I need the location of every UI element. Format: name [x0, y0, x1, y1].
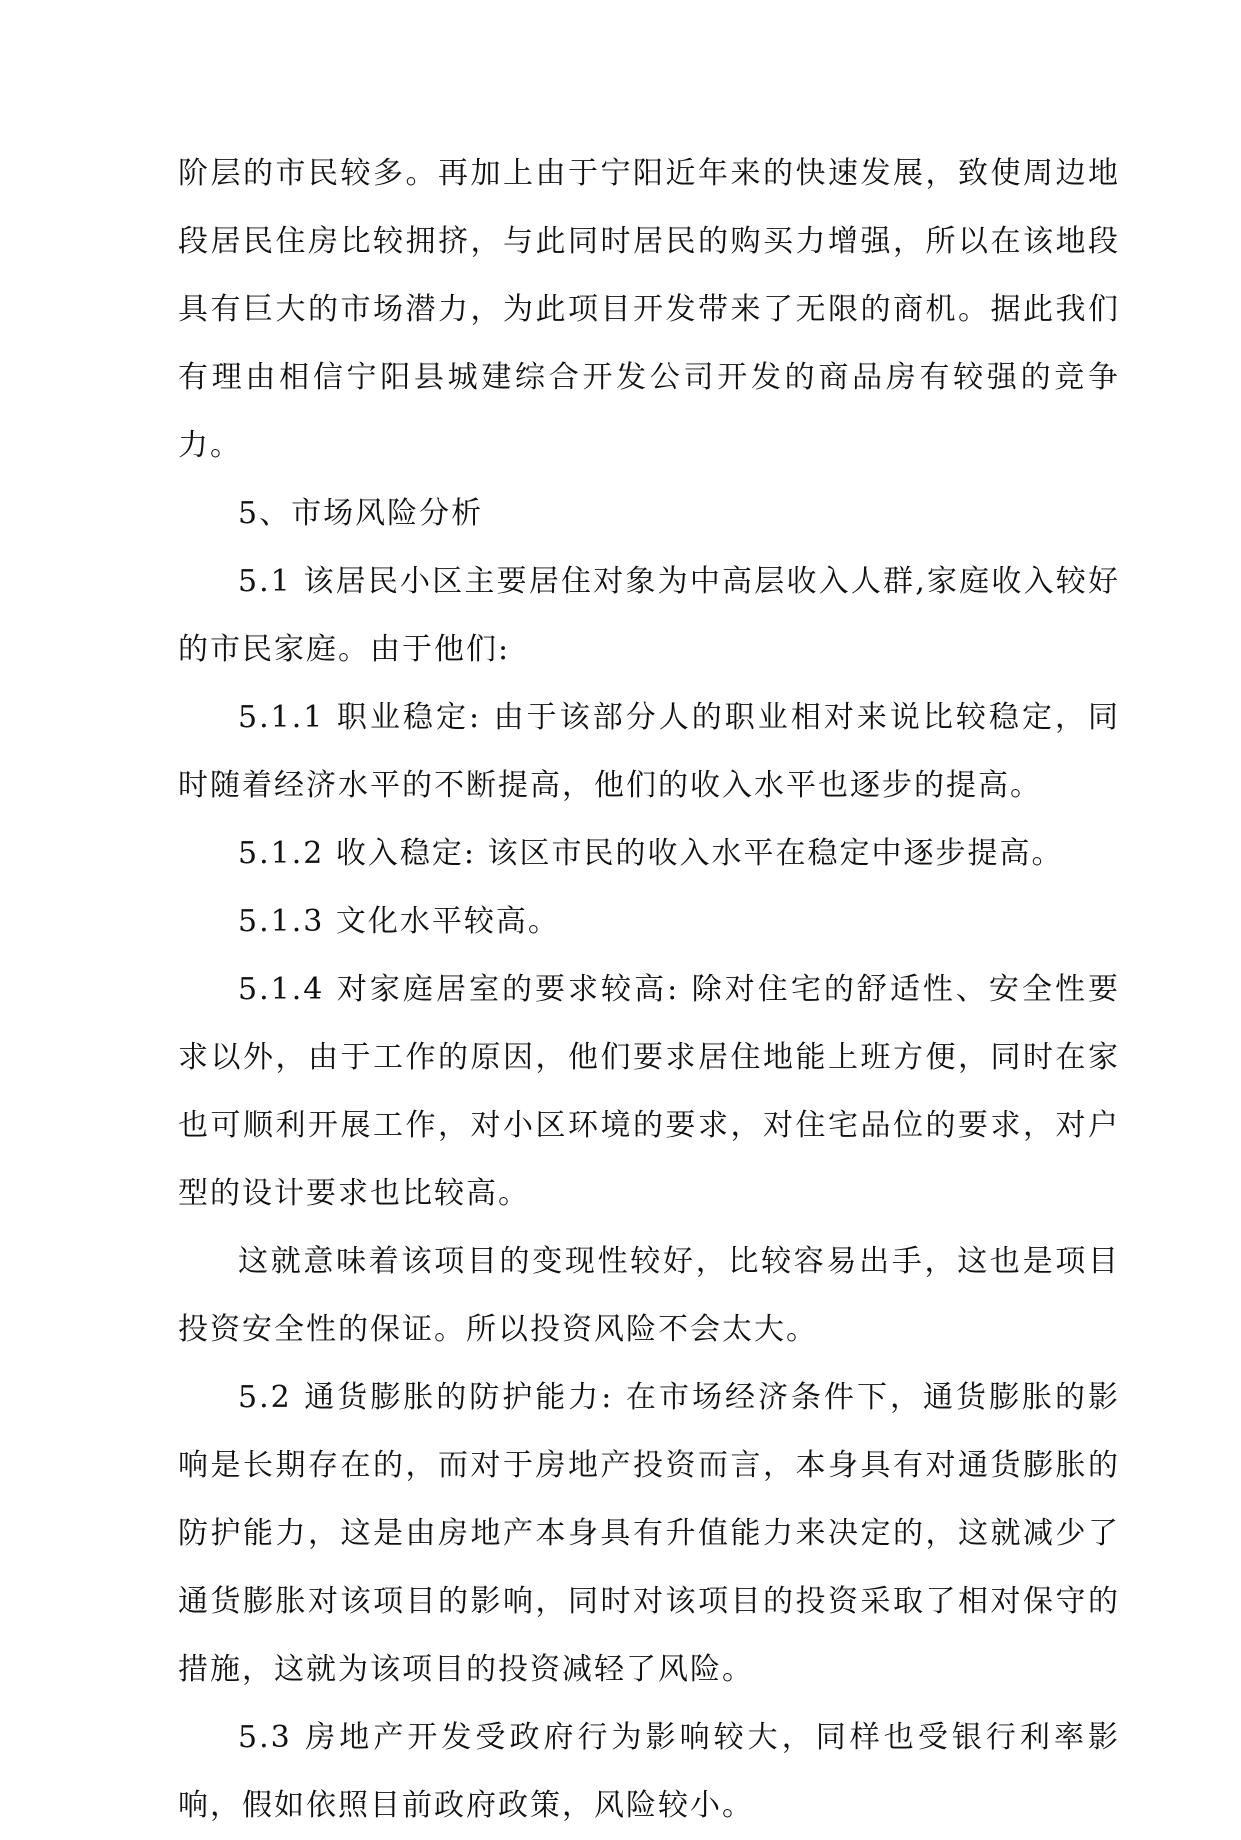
paragraph-5-3: 5.3 房地产开发受政府行为影响较大，同样也受银行利率影响，假如依照目前政府政策，风险较小。: [178, 1720, 1120, 1823]
paragraph-5-1-4: 5.1.4 对家庭居室的要求较高: 除对住宅的舒适性、安全性要求以外，由于工作的原因，他们要求居住地能上班方便，同时在家也可顺利开展工作，对小区环境的要求，对住宅品位的要求，对户型的设计要求也比较高。: [178, 972, 1120, 1211]
section-heading-market-risk: 5、市场风险分析: [238, 496, 484, 531]
document-body: [178, 140, 1120, 1840]
paragraph-continuation: 阶层的市民较多。再加上由于宁阳近年来的快速发展，致使周边地段居民住房比较拥挤，与此同时居民的购买力增强，所以在该地段具有巨大的市场潜力，为此项目开发带来了无限的商机。据此我们有理由相信宁阳县城建综合开发公司开发的商品房有较强的竞争力。: [178, 156, 1120, 463]
paragraph-5-1-2: 5.1.2 收入稳定: 该区市民的收入水平在稳定中逐步提高。: [238, 836, 1064, 871]
paragraph-5-1: 5.1 该居民小区主要居住对象为中高层收入人群,家庭收入较好的市民家庭。由于他们:: [178, 564, 1120, 667]
paragraph-5-1-3: 5.1.3 文化水平较高。: [238, 904, 560, 939]
paragraph-summary: 这就意味着该项目的变现性较好，比较容易出手，这也是项目投资安全性的保证。所以投资风险不会太大。: [178, 1244, 1120, 1347]
paragraph-5-2: 5.2 通货膨胀的防护能力: 在市场经济条件下，通货膨胀的影响是长期存在的，而对于房地产投资而言，本身具有对通货膨胀的防护能力，这是由房地产本身具有升值能力来决定的，这就减少了通货膨胀对该项目的影响，同时对该项目的投资采取了相对保守的措施，这就为该项目的投资减轻了风险。: [178, 1380, 1120, 1687]
paragraph-5-1-1: 5.1.1 职业稳定: 由于该部分人的职业相对来说比较稳定，同时随着经济水平的不断提高，他们的收入水平也逐步的提高。: [178, 700, 1120, 803]
